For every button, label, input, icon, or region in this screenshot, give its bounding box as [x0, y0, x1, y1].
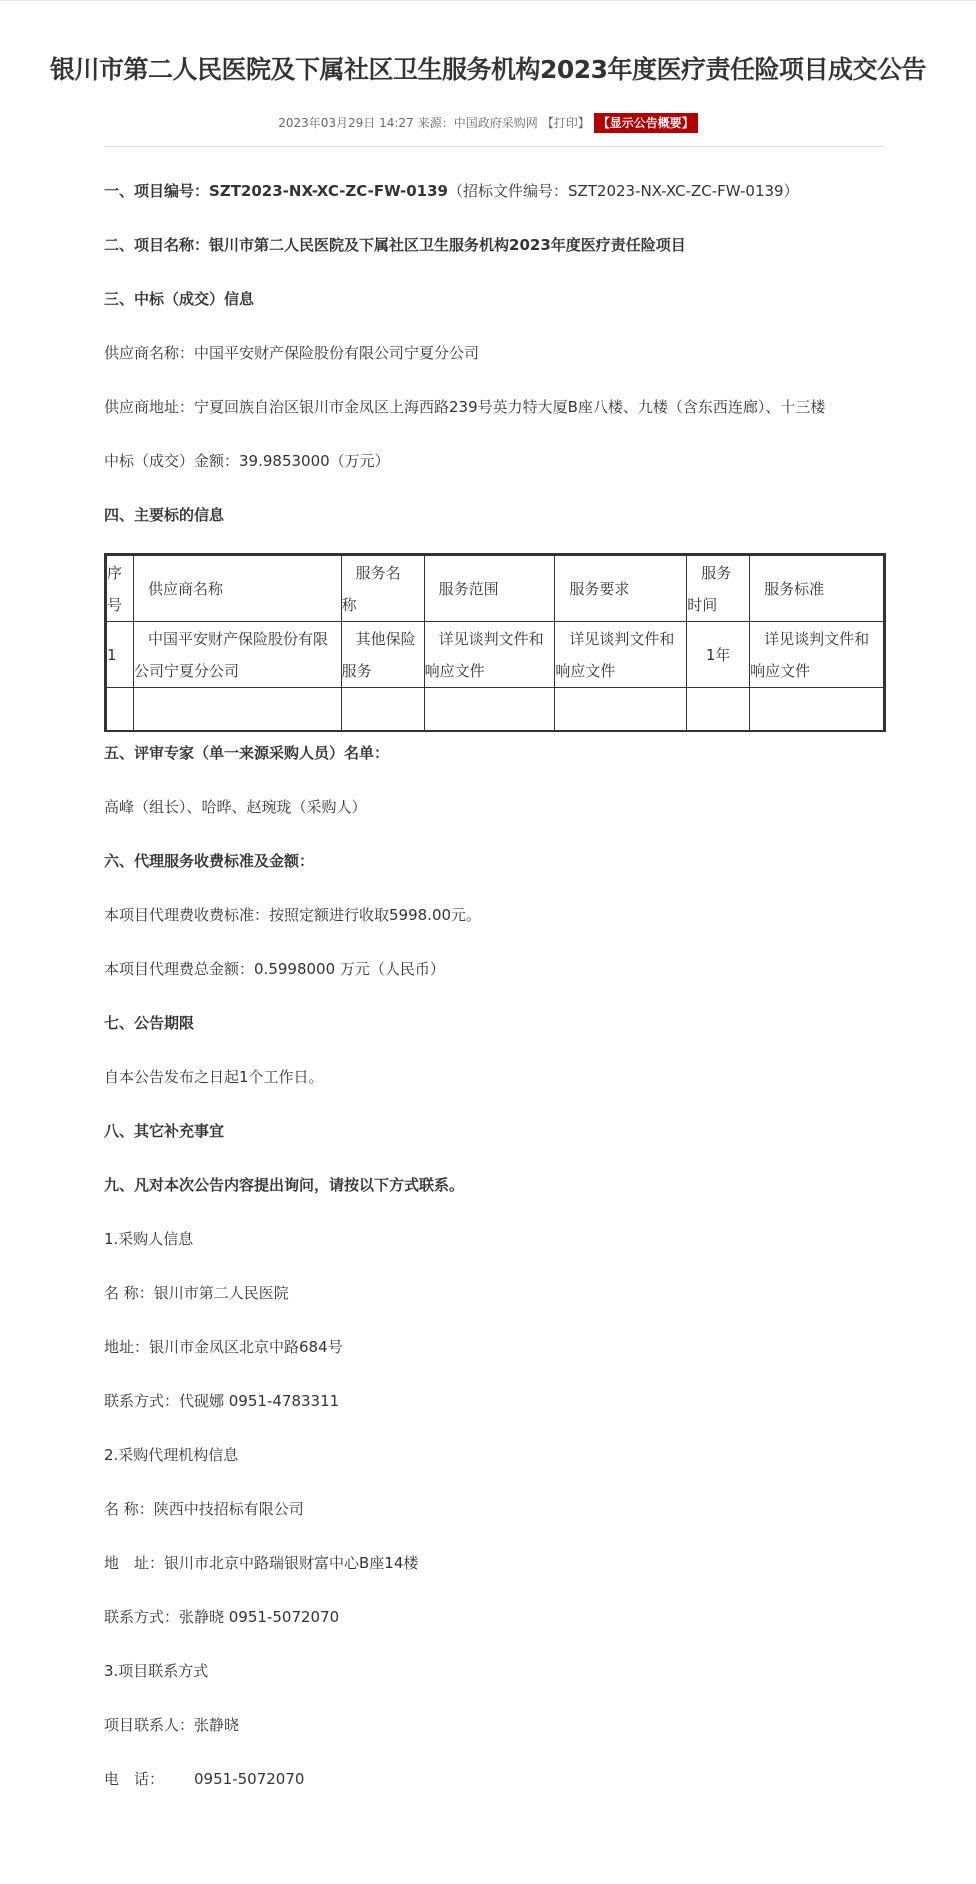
cell-seq: 1	[107, 622, 134, 688]
fee-total: 本项目代理费总金额：0.5998000 万元（人民币）	[104, 960, 445, 978]
header-supplier: 供应商名称	[133, 556, 341, 622]
phone-label: 电 话：	[104, 1770, 165, 1788]
experts-heading: 五、评审专家（单一来源采购人员）名单：	[104, 744, 390, 762]
phone-number: 0951-5072070	[194, 1770, 305, 1788]
agency-contact: 联系方式：张静晓 0951-5072070	[104, 1608, 340, 1626]
print-link[interactable]: 【打印】	[541, 116, 590, 130]
header-standard: 服务标准	[750, 556, 884, 622]
experts-list: 高峰（组长）、哈晔、赵琬珑（采购人）	[104, 798, 367, 816]
table-header-row	[107, 556, 884, 622]
project-number-line	[104, 180, 799, 202]
source-label: 来源：	[417, 116, 454, 130]
fee-standard: 本项目代理费收费标准：按照定额进行收取5998.00元。	[104, 906, 482, 924]
article-meta	[0, 113, 976, 133]
notice-period-heading: 七、公告期限	[104, 1014, 195, 1032]
agency-name: 名 称：陕西中技招标有限公司	[104, 1500, 304, 1518]
cell-time: 1年	[687, 622, 750, 688]
tender-doc-number: （招标文件编号：SZT2023-NX-XC-ZC-FW-0139）	[447, 182, 799, 200]
purchaser-name: 名 称：银川市第二人民医院	[104, 1284, 289, 1302]
header-divider	[104, 146, 884, 147]
project-contact-phone-line	[104, 1768, 304, 1790]
project-contact-person: 项目联系人：张静晓	[104, 1716, 240, 1734]
top-border	[0, 0, 976, 1]
agency-fee-heading: 六、代理服务收费标准及金额：	[104, 852, 315, 870]
header-scope: 服务范围	[424, 556, 555, 622]
header-seq: 序 号	[107, 556, 134, 622]
header-time: 服务 时间	[687, 556, 750, 622]
purchaser-info-title: 1.采购人信息	[104, 1230, 194, 1248]
cell-requirement: 详见谈判文件和 响应文件	[555, 622, 687, 688]
purchaser-contact: 联系方式：代砚娜 0951-4783311	[104, 1392, 340, 1410]
main-subject-table	[104, 553, 886, 732]
project-contact-title: 3.项目联系方式	[104, 1662, 209, 1680]
publish-datetime: 2023年03月29日 14:27	[278, 116, 414, 130]
main-subject-heading: 四、主要标的信息	[104, 506, 225, 524]
project-name-heading: 二、项目名称：银川市第二人民医院及下属社区卫生服务机构2023年度医疗责任险项目	[104, 236, 686, 254]
table-row-empty	[107, 688, 884, 731]
header-service-name: 服务名 称	[341, 556, 424, 622]
agency-info-title: 2.采购代理机构信息	[104, 1446, 239, 1464]
header-requirement: 服务要求	[555, 556, 687, 622]
agency-address: 地 址：银川市北京中路瑞银财富中心B座14楼	[104, 1554, 419, 1572]
cell-scope: 详见谈判文件和 响应文件	[424, 622, 555, 688]
other-matters-heading: 八、其它补充事宜	[104, 1122, 225, 1140]
contact-heading: 九、凡对本次公告内容提出询问，请按以下方式联系。	[104, 1176, 465, 1194]
source-link[interactable]: 中国政府采购网	[453, 116, 538, 130]
notice-period: 自本公告发布之日起1个工作日。	[104, 1068, 324, 1086]
supplier-address: 供应商地址：宁夏回族自治区银川市金凤区上海西路239号英力特大厦B座八楼、九楼（含东西连廊）、十三楼	[104, 398, 826, 416]
page-title: 银川市第二人民医院及下属社区卫生服务机构2023年度医疗责任险项目成交公告	[49, 55, 927, 84]
purchaser-address: 地址：银川市金凤区北京中路684号	[104, 1338, 343, 1356]
award-info-heading: 三、中标（成交）信息	[104, 290, 255, 308]
show-summary-button[interactable]: 【显示公告概要】	[594, 113, 698, 133]
project-number-value: SZT2023-NX-XC-ZC-FW-0139	[209, 182, 448, 200]
cell-supplier: 中国平安财产保险股份有限 公司宁夏分公司	[133, 622, 341, 688]
supplier-name: 供应商名称：中国平安财产保险股份有限公司宁夏分公司	[104, 344, 480, 362]
cell-service-name: 其他保险 服务	[341, 622, 424, 688]
cell-standard: 详见谈判文件和 响应文件	[750, 622, 884, 688]
award-amount: 中标（成交）金额：39.9853000（万元）	[104, 452, 390, 470]
project-number-label: 一、项目编号：	[104, 182, 210, 200]
table-row	[107, 622, 884, 688]
